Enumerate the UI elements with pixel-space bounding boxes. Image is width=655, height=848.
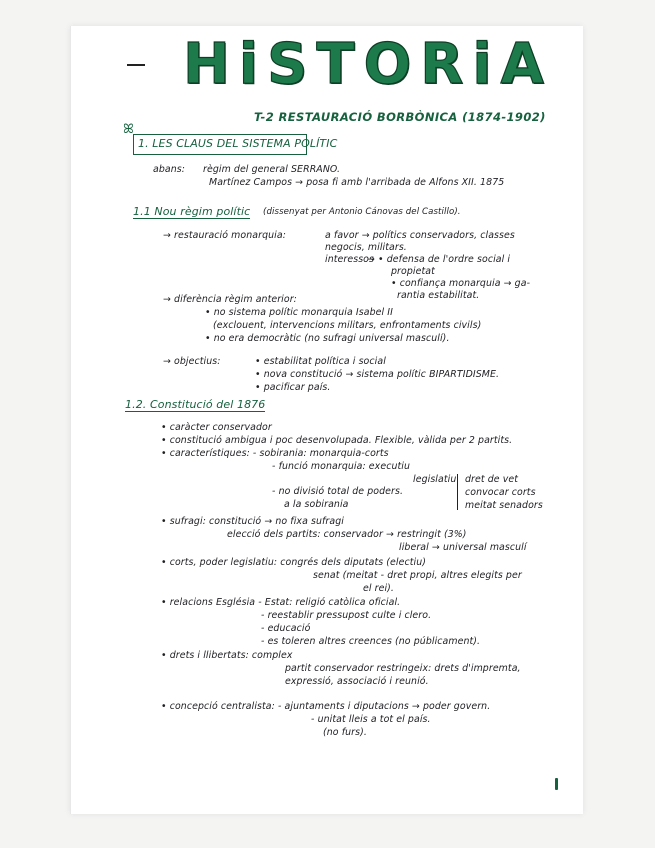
diferencia-label: → diferència règim anterior:	[163, 294, 297, 305]
esglesia-line-4: - es toleren altres creences (no públicament).	[261, 636, 481, 647]
constitucio-line-05: legislatiu	[413, 474, 457, 485]
page-subtitle: T-2 RESTAURACIÓ BORBÒNICA (1874-1902)	[254, 110, 546, 124]
objectius-line-3: • pacificar país.	[255, 382, 331, 393]
constitucio-line-04: - funció monarquia: executiu	[272, 461, 411, 472]
restauracio-label: → restauració monarquia:	[163, 230, 286, 241]
drets-line-3: expressió, associació i reunió.	[285, 676, 429, 687]
sufragi-line-2: elecció dels partits: conservador → restringit (3%)	[227, 529, 467, 540]
page-title: HiSTORiA	[183, 32, 553, 97]
corts-line-1: • corts, poder legislatiu: congrés dels diputats (electiu)	[161, 557, 427, 568]
interessos-line-4: rantia estabilitat.	[397, 290, 480, 301]
abans-label: abans:	[153, 164, 186, 175]
centralista-line-1: • concepció centralista: - ajuntaments i diputacions → poder govern.	[161, 701, 491, 712]
objectius-line-1: • estabilitat política i social	[255, 356, 386, 367]
sufragi-line-1: • sufragi: constitució → no fixa sufragi	[161, 516, 344, 527]
notebook-page	[70, 26, 583, 814]
constitucio-line-06: dret de vet	[465, 474, 519, 485]
constitucio-line-09: a la sobirania	[284, 499, 349, 510]
abans-line-1: règim del general SERRANO.	[203, 164, 341, 175]
diferencia-line-1: • no sistema polític monarquia Isabel II	[205, 307, 394, 318]
objectius-label: → objectius:	[163, 356, 221, 367]
restauracio-line-2: negocis, militars.	[325, 242, 407, 253]
centralista-line-3: (no furs).	[323, 727, 367, 738]
interessos-label: interessos	[325, 254, 375, 265]
constitucio-line-10: meitat senadors	[465, 500, 543, 511]
esglesia-line-2: - reestablir pressupost culte i clero.	[261, 610, 432, 621]
drets-line-2: partit conservador restringeix: drets d'impremta,	[285, 663, 521, 674]
constitucio-line-08: convocar corts	[465, 487, 536, 498]
centralista-line-2: - unitat lleis a tot el país.	[311, 714, 431, 725]
diferencia-line-2: (exclouent, intervencions militars, enfrontaments civils)	[213, 320, 482, 331]
interessos-line-1: → • defensa de l'ordre social i	[367, 254, 511, 265]
interessos-line-2: propietat	[391, 266, 435, 277]
objectius-line-2: • nova constitució → sistema polític BIPARTIDISME.	[255, 369, 500, 380]
restauracio-line-1: a favor → polítics conservadors, classes	[325, 230, 515, 241]
constitucio-line-02: • constitució ambigua i poc desenvolupada. Flexible, vàlida per 2 partits.	[161, 435, 513, 446]
esglesia-line-1: • relacions Església - Estat: religió catòlica oficial.	[161, 597, 401, 608]
esglesia-line-3: - educació	[261, 623, 311, 634]
drets-line-1: • drets i llibertats: complex	[161, 650, 293, 661]
margin-dash-mark	[127, 64, 145, 66]
constitucio-line-01: • caràcter conservador	[161, 422, 272, 433]
sufragi-line-3: liberal → universal masculí	[399, 542, 527, 553]
section-1-1-note: (dissenyat per Antonio Cánovas del Castillo).	[263, 207, 461, 217]
constitucio-line-07: - no divisió total de poders.	[272, 486, 404, 497]
diferencia-line-3: • no era democràtic (no sufragi universal masculí).	[205, 333, 450, 344]
section-1-1-heading: 1.1 Nou règim polític	[133, 205, 251, 218]
interessos-line-3: • confiança monarquia → ga-	[391, 278, 531, 289]
powers-bracket	[457, 474, 463, 510]
pen-mark	[555, 778, 558, 790]
corts-line-2: senat (meitat - dret propi, altres elegits per	[313, 570, 522, 581]
bullet-flourish-icon: ꕤ	[123, 122, 134, 137]
section-1-2-heading: 1.2. Constitució del 1876	[125, 398, 266, 411]
section-1-heading: 1. LES CLAUS DEL SISTEMA POLÍTIC	[138, 137, 338, 150]
abans-line-2: Martínez Campos → posa fi amb l'arribada de Alfons XII. 1875	[209, 177, 505, 188]
constitucio-line-03: • característiques: - sobirania: monarquia-corts	[161, 448, 389, 459]
corts-line-3: el rei).	[363, 583, 395, 594]
